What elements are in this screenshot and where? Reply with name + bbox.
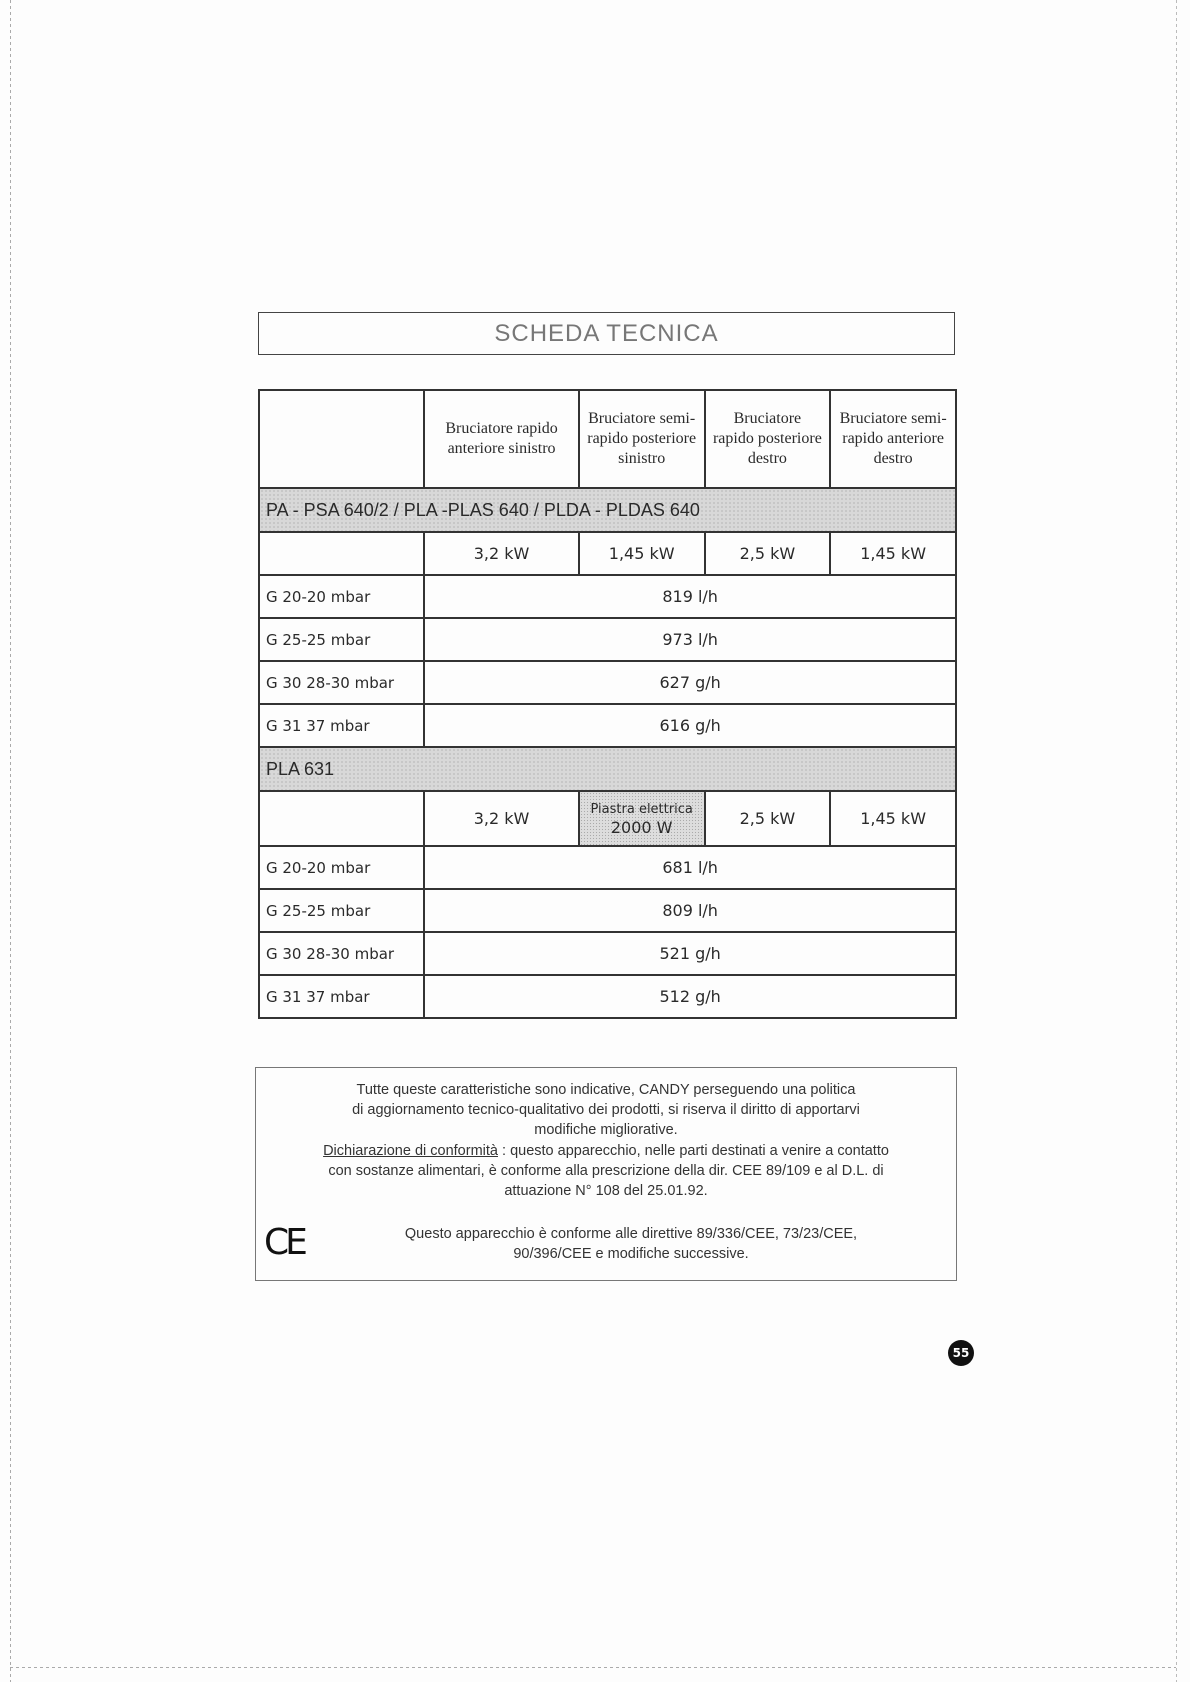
header-burner-rear-right: Bruciatore rapido posteriore destro [705, 390, 831, 488]
gas-row [259, 932, 956, 975]
header-row [259, 390, 956, 488]
model-label: PLA 631 [259, 747, 956, 791]
gas-row [259, 661, 956, 704]
conformity-separator: : [497, 1143, 511, 1159]
disclaimer-line: di aggiornamento tecnico-qualitativo dei prodotti, si riserva il diritto di apportarvi [352, 1102, 860, 1118]
disclaimer-line: modifiche migliorative. [534, 1122, 678, 1138]
gas-type: G 25-25 mbar [259, 889, 424, 932]
header-burner-rear-left: Bruciatore semi-rapido posteriore sinistro [579, 390, 705, 488]
conformity-paragraph [266, 1141, 946, 1201]
ce-line: 90/396/CEE e modifiche successive. [513, 1246, 749, 1262]
power-value: 3,2 kW [424, 791, 579, 846]
gas-consumption: 616 g/h [424, 704, 956, 747]
page-edge-bottom [10, 1667, 1176, 1668]
gas-row [259, 846, 956, 889]
conformity-line: con sostanze alimentari, è conforme alla prescrizione della dir. CEE 89/109 e al D.L. di [328, 1163, 884, 1179]
conformity-line: attuazione N° 108 del 25.01.92. [504, 1183, 708, 1199]
header-burner-front-right: Bruciatore semi-rapido anteriore destro [830, 390, 956, 488]
header-empty-cell [259, 390, 424, 488]
gas-row [259, 618, 956, 661]
power-value: 3,2 kW [424, 532, 579, 575]
disclaimer-paragraph [266, 1080, 946, 1140]
power-empty-cell [259, 791, 424, 846]
gas-row [259, 704, 956, 747]
page-edge-left [10, 0, 11, 1682]
model-label: PA - PSA 640/2 / PLA -PLAS 640 / PLDA - PLDAS 640 [259, 488, 956, 532]
gas-row [259, 975, 956, 1018]
ce-paragraph [316, 1224, 946, 1264]
ce-mark-icon: CE [264, 1222, 304, 1263]
conformity-text: questo apparecchio, nelle parti destinati a venire a contatto [510, 1143, 889, 1159]
conformity-line [266, 1141, 946, 1161]
gas-consumption: 819 l/h [424, 575, 956, 618]
page-title: SCHEDA TECNICA [258, 312, 955, 355]
gas-consumption: 627 g/h [424, 661, 956, 704]
gas-row [259, 889, 956, 932]
gas-consumption: 973 l/h [424, 618, 956, 661]
gas-consumption: 809 l/h [424, 889, 956, 932]
conformity-label: Dichiarazione di conformità [323, 1143, 498, 1159]
gas-consumption: 512 g/h [424, 975, 956, 1018]
gas-row [259, 575, 956, 618]
section-heading [259, 488, 956, 532]
gas-type: G 31 37 mbar [259, 704, 424, 747]
power-row [259, 532, 956, 575]
gas-type: G 25-25 mbar [259, 618, 424, 661]
power-value: 1,45 kW [830, 791, 956, 846]
gas-type: G 20-20 mbar [259, 846, 424, 889]
gas-type: G 30 28-30 mbar [259, 661, 424, 704]
gas-consumption: 681 l/h [424, 846, 956, 889]
gas-type: G 31 37 mbar [259, 975, 424, 1018]
power-value: 1,45 kW [579, 532, 705, 575]
ce-line: Questo apparecchio è conforme alle direttive 89/336/CEE, 73/23/CEE, [404, 1226, 858, 1242]
gas-consumption: 521 g/h [424, 932, 956, 975]
disclaimer-box [255, 1067, 957, 1281]
power-value: 2,5 kW [705, 791, 831, 846]
page-edge-right [1176, 0, 1177, 1682]
power-empty-cell [259, 532, 424, 575]
electric-plate-power: 2000 W [610, 817, 673, 837]
technical-spec-table [258, 389, 957, 1019]
power-value: 2,5 kW [705, 532, 831, 575]
disclaimer-line: Tutte queste caratteristiche sono indicative, CANDY perseguendo una politica [356, 1082, 856, 1098]
electric-plate-cell [579, 791, 705, 846]
power-value: 1,45 kW [830, 532, 956, 575]
power-row [259, 791, 956, 846]
gas-type: G 20-20 mbar [259, 575, 424, 618]
section-heading [259, 747, 956, 791]
page-number-badge: 55 [948, 1340, 974, 1366]
header-burner-front-left: Bruciatore rapido anteriore sinistro [424, 390, 579, 488]
gas-type: G 30 28-30 mbar [259, 932, 424, 975]
electric-plate-label: Piastra elettrica [590, 801, 693, 817]
